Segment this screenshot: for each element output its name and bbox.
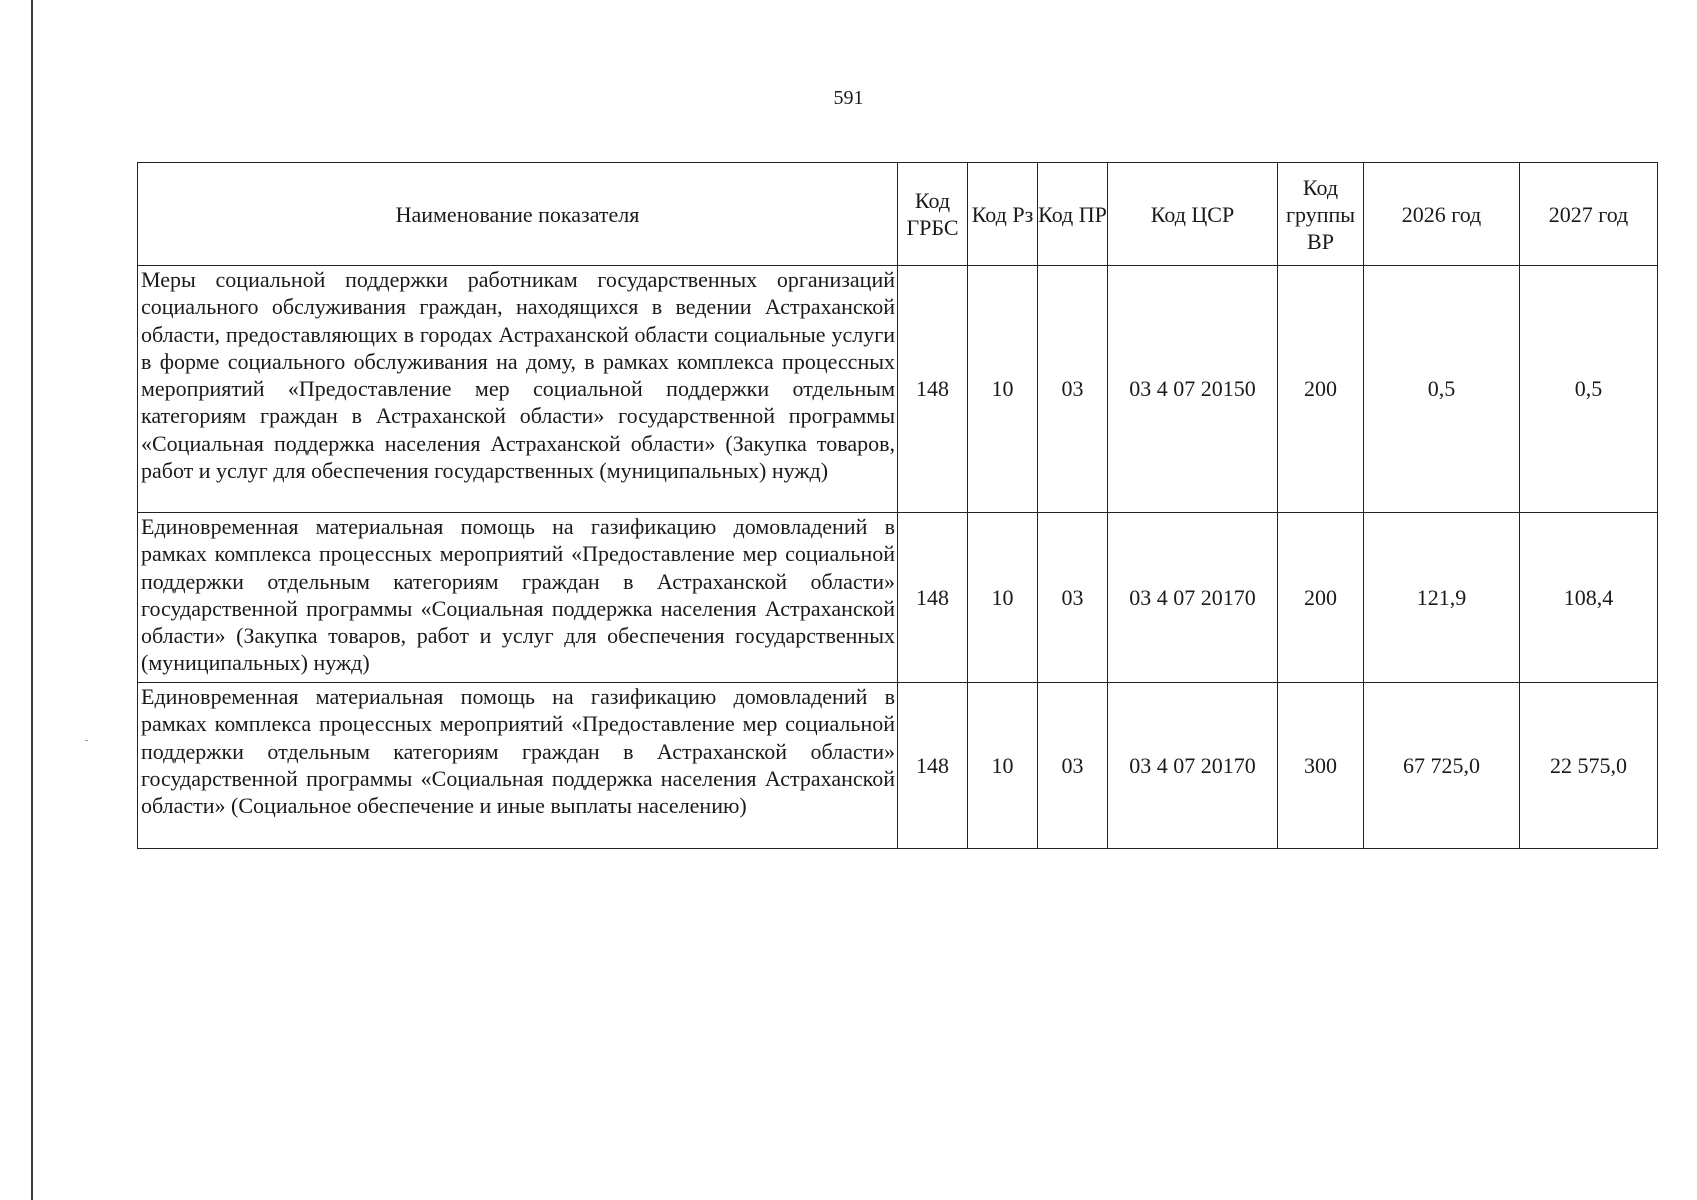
vr-group-code-cell: 300 — [1278, 683, 1364, 849]
header-year-2027: 2027 год — [1520, 163, 1658, 266]
header-grbs-code: Код ГРБС — [898, 163, 968, 266]
pr-code-cell: 03 — [1038, 513, 1108, 683]
vr-group-code-cell: 200 — [1278, 266, 1364, 513]
csr-code-cell: 03 4 07 20150 — [1108, 266, 1278, 513]
indicators-table — [137, 162, 1658, 849]
grbs-code-cell: 148 — [898, 683, 968, 849]
header-indicator-name: Наименование показателя — [138, 163, 898, 266]
csr-code-cell: 03 4 07 20170 — [1108, 683, 1278, 849]
rz-code-cell: 10 — [968, 266, 1038, 513]
scan-speck — [85, 740, 88, 741]
amount-2027-cell: 0,5 — [1520, 266, 1658, 513]
grbs-code-cell: 148 — [898, 266, 968, 513]
header-pr-code: Код ПР — [1038, 163, 1108, 266]
header-year-2026: 2026 год — [1364, 163, 1520, 266]
grbs-code-cell: 148 — [898, 513, 968, 683]
csr-code-cell: 03 4 07 20170 — [1108, 513, 1278, 683]
table-row — [138, 683, 1658, 849]
rz-code-cell: 10 — [968, 513, 1038, 683]
amount-2027-cell: 22 575,0 — [1520, 683, 1658, 849]
table-row — [138, 266, 1658, 513]
indicator-name-cell: Единовременная материальная помощь на газификацию домовладений в рамках комплекса процессных мероприятий «Предоставление мер социальной поддержки отдельным категориям граждан в Астраханской области» государственной программы «Социальная поддержка населения Астраханской области» (Закупка товаров, работ и услуг для обеспечения государственных (муниципальных) нужд) — [138, 513, 898, 683]
rz-code-cell: 10 — [968, 683, 1038, 849]
scan-edge-line — [31, 0, 33, 1200]
amount-2026-cell: 0,5 — [1364, 266, 1520, 513]
header-rz-code: Код Рз — [968, 163, 1038, 266]
page-number: 591 — [833, 87, 864, 109]
header-row — [138, 163, 1658, 266]
indicator-name-cell: Меры социальной поддержки работникам государственных организаций социального обслуживания граждан, находящихся в ведении Астраханской области, предоставляющих в городах Астраханской области социальные услуги в форме социального обслуживания на дому, в рамках комплекса процессных мероприятий «Предоставление мер социальной поддержки отдельным категориям граждан в Астраханской области» государственной программы «Социальная поддержка населения Астраханской области» (Закупка товаров, работ и услуг для обеспечения государственных (муниципальных) нужд) — [138, 266, 898, 513]
amount-2026-cell: 67 725,0 — [1364, 683, 1520, 849]
header-csr-code: Код ЦСР — [1108, 163, 1278, 266]
amount-2027-cell: 108,4 — [1520, 513, 1658, 683]
vr-group-code-cell: 200 — [1278, 513, 1364, 683]
indicator-name-cell: Единовременная материальная помощь на газификацию домовладений в рамках комплекса процессных мероприятий «Предоставление мер социальной поддержки отдельным категориям граждан в Астраханской области» государственной программы «Социальная поддержка населения Астраханской области» (Социальное обеспечение и иные выплаты населению) — [138, 683, 898, 849]
table-row — [138, 513, 1658, 683]
pr-code-cell: 03 — [1038, 683, 1108, 849]
pr-code-cell: 03 — [1038, 266, 1108, 513]
header-vr-group-code: Код группы ВР — [1278, 163, 1364, 266]
amount-2026-cell: 121,9 — [1364, 513, 1520, 683]
